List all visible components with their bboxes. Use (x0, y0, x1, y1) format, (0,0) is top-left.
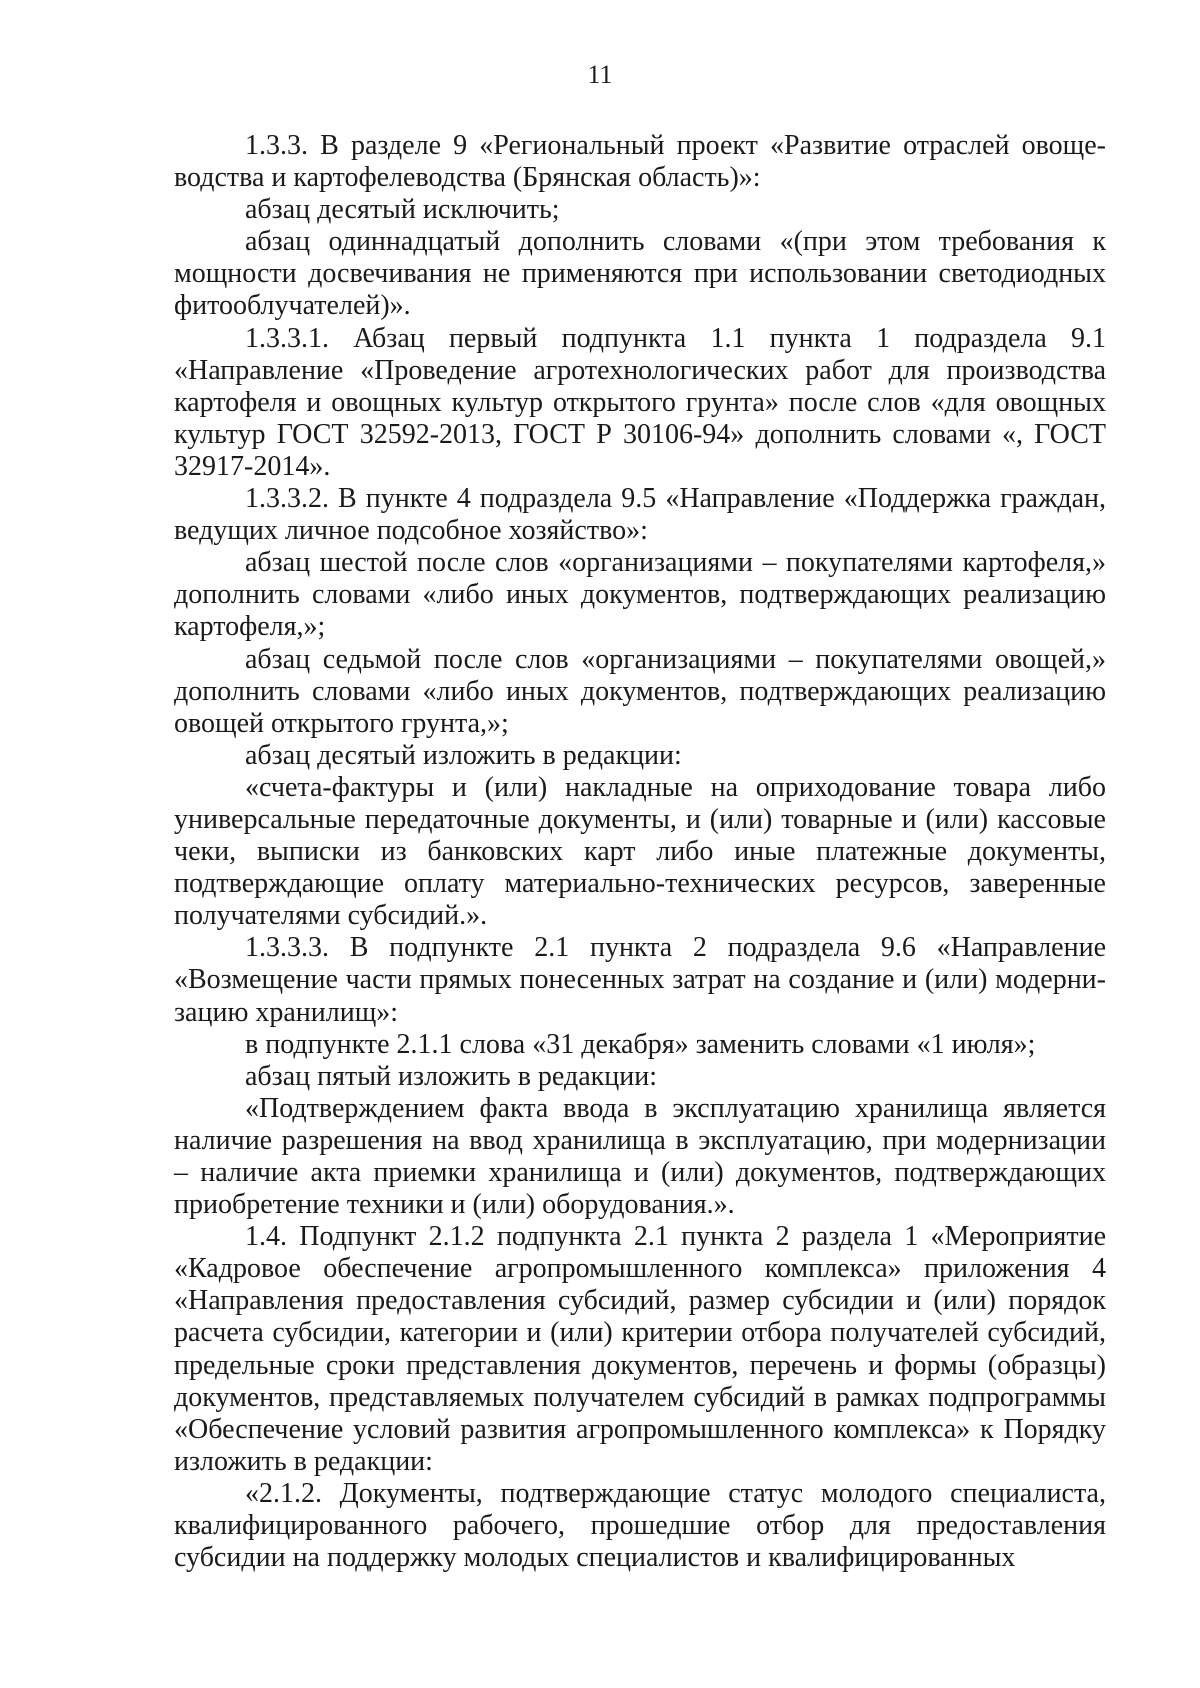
paragraph-1-3-3-2: 1.3.3.2. В пункте 4 подраздела 9.5 «Направление «Поддержка граждан, ведущих личное подсобное хозяйство»: (174, 483, 1106, 547)
paragraph-podpunkt-2-1-1: в подпункте 2.1.1 слова «31 декабря» заменить словами «1 июля»; (245, 1028, 1036, 1060)
paragraph-2-1-2: «2.1.2. Документы, подтверждающие статус молодого специалиста, квалифицированного рабочего, прошедшие отбор для предоставления субсидии на поддержку молодых специалистов и квалифицированных (174, 1477, 1106, 1574)
paragraph-abzac-desyatyj-isklyuchit: абзац десятый исключить; (245, 194, 560, 226)
paragraph-abzac-pyatyj: абзац пятый изложить в редакции: (245, 1060, 657, 1092)
paragraph-1-4: 1.4. Подпункт 2.1.2 подпункта 2.1 пункта 2 раздела 1 «Мероприятие «Кадровое обеспечение агропромышленного комплекса» приложения 4 «Направления предоставления субсидий, размер субсидии и (или) порядок расчета субсидии, категории и (или) критерии отбора получателей субсидий, предельные сроки представления документов, перечень и формы (образцы) документов, представляемых получателем субсидий в рамках подпрограммы «Обеспечение условий развития агропромышленного комплекса» к Порядку изложить в редакции: (174, 1221, 1106, 1477)
page-number: 11 (587, 60, 613, 89)
paragraph-1-3-3: 1.3.3. В разделе 9 «Региональный проект «Развитие отраслей овощеводства и картофелеводства (Брянская область)»: (174, 130, 1106, 194)
paragraph-abzac-odinnadcatyj: абзац одиннадцатый дополнить словами «(при этом требования к мощности досвечивания не применяются при использовании светодиодных фитооблучателей)». (174, 226, 1106, 322)
document-body (174, 130, 1106, 1574)
paragraph-1-3-3-1: 1.3.3.1. Абзац первый подпункта 1.1 пункта 1 подраздела 9.1 «Направление «Проведение агротехнологических работ для производства картофеля и овощных культур открытого грунта» после слов «для овощных культур ГОСТ 32592-2013, ГОСТ Р 30106-94» дополнить словами «, ГОСТ 32917-2014». (174, 322, 1106, 482)
paragraph-1-3-3-3: 1.3.3.3. В подпункте 2.1 пункта 2 подраздела 9.6 «Направление «Возмещение части прямых понесенных затрат на создание и (или) модернизацию хранилищ»: (174, 932, 1106, 1028)
paragraph-scheta-faktury: «счета-фактуры и (или) накладные на оприходование товара либо универсальные передаточные документы, и (или) товарные и (или) кассовые чеки, выписки из банковских карт либо иные платежные документы, подтверждающие оплату материально-технических ресурсов, заверенные получателями субсидий.». (174, 771, 1106, 932)
paragraph-abzac-sedmoj: абзац седьмой после слов «организациями – покупателями овощей,» дополнить словами «либо иных документов, подтверждающих реализацию овощей открытого грунта,»; (174, 643, 1106, 739)
paragraph-abzac-desyatyj-redakciya: абзац десятый изложить в редакции: (245, 739, 682, 771)
paragraph-abzac-shestoj: абзац шестой после слов «организациями – покупателями картофеля,» дополнить словами «либо иных документов, подтверждающих реализацию картофеля,»; (174, 547, 1106, 643)
paragraph-podtverzhdeniem-fakta: «Подтверждением факта ввода в эксплуатацию хранилища является наличие разрешения на ввод хранилища в эксплуатацию, при модернизации – наличие акта приемки хранилища и (или) документов, подтверждающих приобретение техники и (или) оборудования.». (174, 1092, 1106, 1221)
